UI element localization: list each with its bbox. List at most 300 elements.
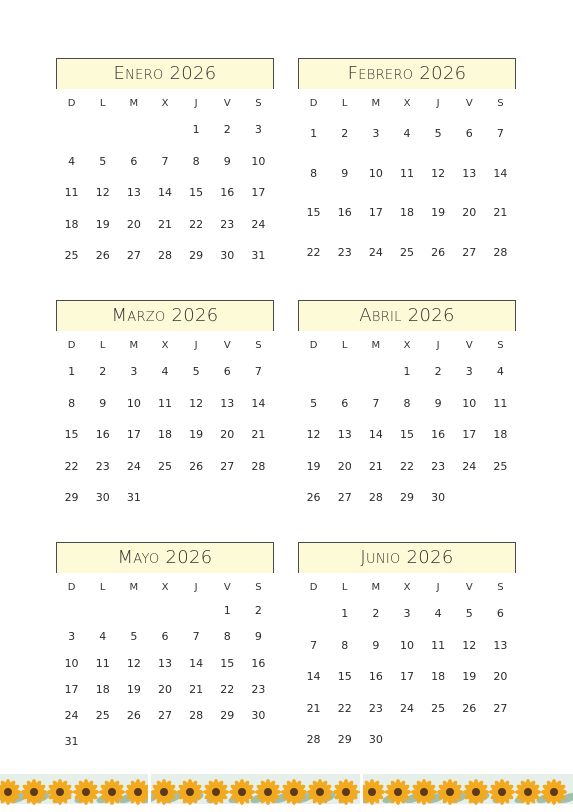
day-cell: 18	[431, 670, 446, 683]
day-cell: 7	[161, 154, 169, 168]
empty-day-cell	[118, 598, 149, 624]
weekday-label: S	[497, 340, 504, 351]
day-cell: 24	[462, 459, 477, 473]
day-cell: 18	[399, 206, 414, 219]
week-row	[298, 388, 516, 420]
weekday-label: J	[194, 582, 198, 593]
day-cell: 9	[372, 638, 380, 652]
day-cell: 22	[64, 459, 79, 473]
week-row	[56, 677, 274, 703]
day-cell: 23	[251, 682, 266, 696]
day-cell: 31	[64, 735, 79, 749]
day-cell: 2	[434, 365, 442, 378]
empty-day-cell	[329, 356, 360, 388]
day-cell: 6	[130, 154, 138, 168]
day-cell: 28	[368, 491, 383, 504]
day-cell: 23	[337, 245, 352, 259]
day-cell: 7	[372, 396, 380, 410]
empty-day-cell	[149, 482, 180, 514]
weekday-label: D	[309, 582, 318, 593]
day-cell: 15	[64, 428, 79, 441]
weekday-label: V	[223, 340, 231, 351]
day-cell: 14	[157, 186, 172, 199]
empty-day-cell	[118, 729, 149, 755]
day-cell: 30	[95, 491, 110, 504]
day-cell: 11	[95, 656, 110, 670]
empty-day-cell	[212, 729, 243, 755]
day-cell: 19	[95, 217, 110, 231]
week-row	[298, 693, 516, 725]
day-cell: 4	[68, 154, 76, 168]
month-title: Mayo 2026	[56, 542, 274, 573]
week-row	[56, 114, 274, 146]
day-cell: 30	[251, 709, 266, 723]
month-2	[298, 58, 516, 272]
day-cell: 11	[399, 166, 414, 180]
day-cell: 4	[403, 127, 411, 140]
day-cell: 9	[223, 154, 231, 168]
week-row	[56, 419, 274, 451]
day-cell: 5	[310, 396, 318, 410]
day-cell: 29	[64, 491, 79, 504]
day-cell: 4	[496, 365, 504, 378]
weekday-header-row	[56, 89, 274, 114]
day-cell: 14	[189, 656, 204, 670]
weekday-label: X	[161, 98, 169, 109]
weekday-label: L	[99, 98, 106, 109]
week-row	[298, 154, 516, 194]
day-cell: 16	[431, 428, 446, 441]
day-cell: 14	[368, 428, 383, 441]
day-cell: 12	[306, 428, 321, 441]
weekday-label: L	[341, 98, 348, 109]
day-cell: 18	[157, 428, 172, 441]
day-cell: 14	[306, 670, 321, 683]
day-cell: 23	[368, 701, 383, 715]
day-cell: 10	[462, 396, 477, 410]
day-cell: 25	[493, 459, 508, 473]
day-cell: 14	[493, 166, 508, 180]
empty-day-cell	[243, 482, 274, 514]
day-cell: 22	[189, 217, 204, 231]
day-cell: 6	[496, 607, 504, 620]
day-cell: 26	[126, 709, 141, 723]
day-cell: 9	[434, 396, 442, 410]
weekday-label: V	[465, 582, 473, 593]
day-cell: 1	[341, 607, 349, 620]
day-cell: 7	[192, 630, 200, 644]
day-cell: 1	[223, 604, 231, 617]
day-cell: 3	[130, 365, 138, 378]
day-cell: 12	[462, 638, 477, 652]
day-cell: 26	[306, 491, 321, 504]
day-cell: 7	[496, 127, 504, 140]
empty-day-cell	[149, 114, 180, 146]
weekday-label: X	[403, 98, 411, 109]
day-cell: 5	[99, 154, 107, 168]
day-cell: 27	[493, 701, 508, 715]
empty-day-cell	[87, 114, 118, 146]
day-cell: 7	[310, 638, 318, 652]
day-cell: 16	[251, 656, 266, 670]
day-cell: 6	[465, 127, 473, 140]
empty-day-cell	[454, 724, 485, 756]
day-cell: 8	[223, 630, 231, 644]
day-cell: 15	[306, 206, 321, 219]
month-6	[298, 542, 516, 756]
day-cell: 13	[126, 186, 141, 199]
week-row	[298, 233, 516, 273]
day-cell: 23	[95, 459, 110, 473]
weekday-label: X	[403, 340, 411, 351]
month-5	[56, 542, 274, 756]
weekday-label: J	[436, 98, 440, 109]
empty-day-cell	[454, 482, 485, 514]
day-cell: 13	[493, 638, 508, 652]
day-cell: 17	[368, 206, 383, 219]
day-cell: 24	[64, 709, 79, 723]
week-row	[298, 724, 516, 756]
day-cell: 19	[126, 682, 141, 696]
weekday-label: X	[403, 582, 411, 593]
day-cell: 3	[403, 607, 411, 620]
week-row	[298, 598, 516, 630]
day-cell: 2	[372, 607, 380, 620]
day-cell: 8	[341, 638, 349, 652]
day-cell: 22	[306, 245, 321, 259]
day-cell: 16	[95, 428, 110, 441]
empty-day-cell	[87, 729, 118, 755]
day-cell: 17	[399, 670, 414, 683]
empty-day-cell	[56, 598, 87, 624]
weekday-label: V	[465, 340, 473, 351]
day-cell: 10	[64, 656, 79, 670]
day-cell: 26	[189, 459, 204, 473]
day-cell: 21	[157, 217, 172, 231]
day-cell: 20	[337, 459, 352, 473]
day-cell: 30	[431, 491, 446, 504]
day-cell: 8	[310, 166, 318, 180]
day-cell: 13	[220, 396, 235, 410]
day-cell: 4	[99, 630, 107, 644]
day-cell: 4	[161, 365, 169, 378]
day-cell: 4	[434, 607, 442, 620]
day-cell: 19	[462, 670, 477, 683]
day-cell: 21	[368, 459, 383, 473]
empty-day-cell	[485, 482, 516, 514]
day-cell: 26	[95, 249, 110, 262]
day-cell: 21	[306, 701, 321, 715]
day-cell: 28	[189, 709, 204, 723]
weekday-label: V	[223, 582, 231, 593]
weekday-label: L	[341, 582, 348, 593]
day-cell: 21	[251, 428, 266, 441]
day-cell: 12	[189, 396, 204, 410]
day-cell: 25	[64, 249, 79, 262]
day-cell: 9	[99, 396, 107, 410]
day-cell: 20	[220, 428, 235, 441]
day-cell: 13	[157, 656, 172, 670]
weekday-label: L	[341, 340, 348, 351]
day-cell: 19	[431, 206, 446, 219]
day-cell: 29	[337, 733, 352, 746]
day-cell: 25	[431, 701, 446, 715]
weekday-label: D	[309, 98, 318, 109]
day-cell: 3	[254, 123, 262, 136]
day-cell: 28	[251, 459, 266, 473]
day-cell: 12	[95, 186, 110, 199]
day-cell: 13	[337, 428, 352, 441]
day-cell: 11	[64, 186, 79, 199]
week-row	[56, 703, 274, 729]
weekday-label: D	[67, 582, 76, 593]
weekday-label: V	[223, 98, 231, 109]
empty-day-cell	[391, 724, 422, 756]
week-row	[298, 451, 516, 483]
day-cell: 26	[462, 701, 477, 715]
empty-day-cell	[149, 729, 180, 755]
day-cell: 22	[399, 459, 414, 473]
sunflower-band	[0, 768, 573, 812]
weekday-label: M	[129, 340, 139, 351]
day-cell: 25	[157, 459, 172, 473]
day-cell: 10	[126, 396, 141, 410]
day-cell: 21	[493, 206, 508, 219]
day-cell: 6	[161, 630, 169, 644]
weekday-label: L	[99, 582, 106, 593]
day-cell: 27	[157, 709, 172, 723]
weekday-label: S	[255, 98, 262, 109]
weekday-label: S	[497, 582, 504, 593]
day-cell: 17	[462, 428, 477, 441]
week-row	[298, 114, 516, 154]
day-cell: 24	[368, 245, 383, 259]
day-cell: 29	[220, 709, 235, 723]
empty-day-cell	[243, 729, 274, 755]
day-cell: 1	[310, 127, 318, 140]
month-title: Abril 2026	[298, 300, 516, 331]
day-cell: 20	[157, 682, 172, 696]
weekday-label: M	[371, 340, 381, 351]
weekday-header-row	[298, 573, 516, 598]
week-row	[298, 661, 516, 693]
day-cell: 3	[372, 127, 380, 140]
day-cell: 8	[192, 154, 200, 168]
day-cell: 18	[64, 217, 79, 231]
weekday-label: J	[194, 340, 198, 351]
empty-day-cell	[298, 356, 329, 388]
day-cell: 25	[95, 709, 110, 723]
month-4	[298, 300, 516, 514]
weekday-label: S	[255, 582, 262, 593]
day-cell: 10	[368, 166, 383, 180]
month-title: Junio 2026	[298, 542, 516, 573]
empty-day-cell	[149, 598, 180, 624]
day-cell: 26	[431, 245, 446, 259]
weekday-label: D	[309, 340, 318, 351]
day-cell: 3	[465, 365, 473, 378]
day-cell: 20	[493, 670, 508, 683]
week-row	[56, 356, 274, 388]
day-cell: 31	[251, 249, 266, 262]
weekday-header-row	[56, 573, 274, 598]
day-cell: 17	[251, 186, 266, 199]
day-cell: 24	[126, 459, 141, 473]
day-cell: 15	[220, 656, 235, 670]
day-cell: 27	[126, 249, 141, 262]
day-cell: 10	[251, 154, 266, 168]
day-cell: 9	[341, 166, 349, 180]
day-cell: 5	[465, 607, 473, 620]
empty-day-cell	[360, 356, 391, 388]
empty-day-cell	[118, 114, 149, 146]
week-row	[56, 598, 274, 624]
week-row	[56, 388, 274, 420]
day-cell: 5	[130, 630, 138, 644]
week-row	[56, 451, 274, 483]
day-cell: 22	[220, 682, 235, 696]
week-row	[298, 419, 516, 451]
week-row	[56, 729, 274, 755]
day-cell: 16	[220, 186, 235, 199]
day-cell: 17	[64, 682, 79, 696]
weekday-label: D	[67, 98, 76, 109]
day-cell: 23	[431, 459, 446, 473]
month-title: Marzo 2026	[56, 300, 274, 331]
empty-day-cell	[181, 482, 212, 514]
week-row	[56, 177, 274, 209]
day-cell: 6	[341, 396, 349, 410]
week-row	[56, 209, 274, 241]
day-cell: 29	[189, 249, 204, 262]
weekday-label: M	[129, 98, 139, 109]
day-cell: 3	[68, 630, 76, 644]
empty-day-cell	[423, 724, 454, 756]
empty-day-cell	[181, 729, 212, 755]
empty-day-cell	[485, 724, 516, 756]
weekday-label: J	[436, 340, 440, 351]
day-cell: 10	[399, 638, 414, 652]
day-cell: 24	[251, 217, 266, 231]
week-row	[298, 630, 516, 662]
day-cell: 13	[462, 166, 477, 180]
week-row	[56, 146, 274, 178]
day-cell: 2	[99, 365, 107, 378]
weekday-label: J	[194, 98, 198, 109]
day-cell: 21	[189, 682, 204, 696]
week-row	[56, 240, 274, 272]
weekday-label: X	[161, 582, 169, 593]
day-cell: 12	[126, 656, 141, 670]
weekday-label: M	[371, 98, 381, 109]
empty-day-cell	[87, 598, 118, 624]
weekday-header-row	[298, 331, 516, 356]
weekday-label: J	[436, 582, 440, 593]
day-cell: 23	[220, 217, 235, 231]
day-cell: 29	[399, 491, 414, 504]
day-cell: 18	[493, 428, 508, 441]
day-cell: 20	[126, 217, 141, 231]
day-cell: 28	[157, 249, 172, 262]
day-cell: 18	[95, 682, 110, 696]
day-cell: 16	[337, 206, 352, 219]
weekday-label: X	[161, 340, 169, 351]
day-cell: 24	[399, 701, 414, 715]
day-cell: 2	[254, 604, 262, 617]
empty-day-cell	[298, 598, 329, 630]
day-cell: 1	[192, 123, 200, 136]
day-cell: 31	[126, 491, 141, 504]
day-cell: 22	[337, 701, 352, 715]
week-row	[298, 356, 516, 388]
weekday-label: D	[67, 340, 76, 351]
day-cell: 28	[493, 245, 508, 259]
day-cell: 30	[368, 733, 383, 746]
weekday-header-row	[56, 331, 274, 356]
week-row	[298, 193, 516, 233]
day-cell: 7	[254, 365, 262, 378]
day-cell: 11	[493, 396, 508, 410]
day-cell: 15	[399, 428, 414, 441]
weekday-header-row	[298, 89, 516, 114]
day-cell: 15	[189, 186, 204, 199]
day-cell: 30	[220, 249, 235, 262]
day-cell: 1	[403, 365, 411, 378]
day-cell: 19	[189, 428, 204, 441]
day-cell: 2	[341, 127, 349, 140]
month-title: Enero 2026	[56, 58, 274, 89]
weekday-label: S	[497, 98, 504, 109]
sunflower-border-icon	[0, 768, 573, 812]
day-cell: 1	[68, 365, 76, 378]
day-cell: 25	[399, 245, 414, 259]
day-cell: 6	[223, 365, 231, 378]
day-cell: 5	[434, 127, 442, 140]
day-cell: 20	[462, 206, 477, 219]
day-cell: 19	[306, 459, 321, 473]
month-1	[56, 58, 274, 272]
month-title: Febrero 2026	[298, 58, 516, 89]
day-cell: 9	[254, 630, 262, 644]
day-cell: 27	[462, 245, 477, 259]
day-cell: 27	[337, 491, 352, 504]
weekday-label: M	[129, 582, 139, 593]
week-row	[298, 482, 516, 514]
empty-day-cell	[181, 598, 212, 624]
weekday-label: M	[371, 582, 381, 593]
empty-day-cell	[56, 114, 87, 146]
day-cell: 27	[220, 459, 235, 473]
day-cell: 5	[192, 365, 200, 378]
day-cell: 8	[68, 396, 76, 410]
empty-day-cell	[212, 482, 243, 514]
week-row	[56, 624, 274, 650]
day-cell: 12	[431, 166, 446, 180]
week-row	[56, 651, 274, 677]
month-3	[56, 300, 274, 514]
weekday-label: S	[255, 340, 262, 351]
day-cell: 16	[368, 670, 383, 683]
day-cell: 2	[223, 123, 231, 136]
day-cell: 11	[431, 638, 446, 652]
weekday-label: V	[465, 98, 473, 109]
day-cell: 14	[251, 396, 266, 410]
day-cell: 17	[126, 428, 141, 441]
day-cell: 28	[306, 733, 321, 746]
day-cell: 11	[157, 396, 172, 410]
week-row	[56, 482, 274, 514]
day-cell: 15	[337, 670, 352, 683]
